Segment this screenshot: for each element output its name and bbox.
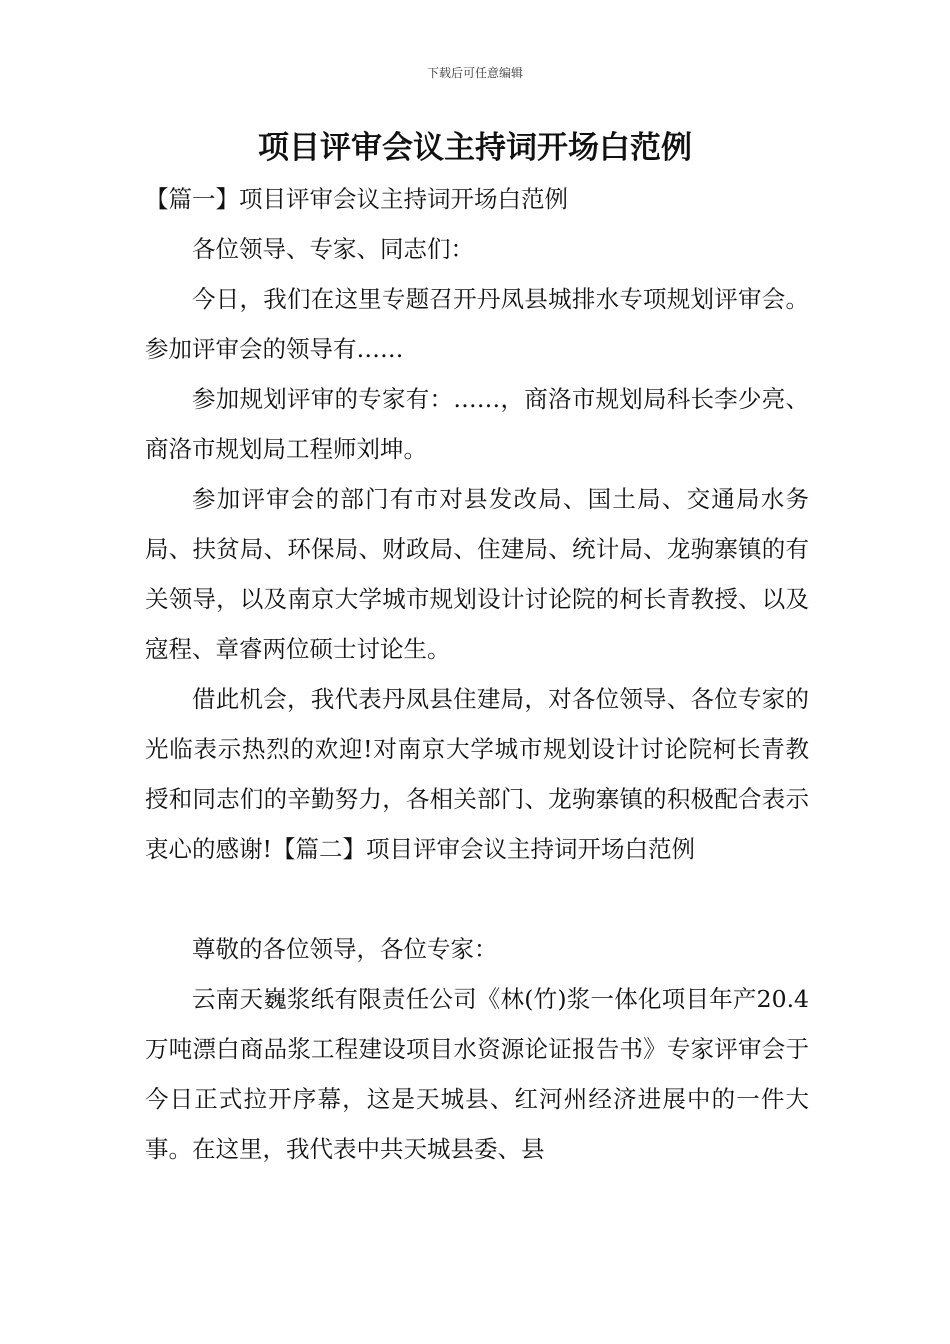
document-title: 项目评审会议主持词开场白范例 xyxy=(258,130,692,166)
section-heading-1: 【篇一】项目评审会议主持词开场白范例 xyxy=(145,185,568,213)
paragraph-salutation-1: 各位领导、专家、同志们： xyxy=(192,235,474,263)
header-note: 下载后可任意编辑 xyxy=(426,66,523,80)
paragraph: 今日，我们在这里专题召开丹凤县城排水专项规划评审会。参加评审会的领导有…… xyxy=(145,285,809,363)
paragraph: 云南天巍浆纸有限责任公司《林(竹)浆一体化项目年产20.4万吨漂白商品浆工程建设项目水资源论证报告书》专家评审会于今日正式拉开序幕，这是天城县、红河州经济进展中的一件大事。在这里，我代表中共天城县委、县 xyxy=(145,985,809,1163)
paragraph: 参加规划评审的专家有：……，商洛市规划局科长李少亮、商洛市规划局工程师刘坤。 xyxy=(145,385,809,463)
blank-line xyxy=(145,874,809,924)
paragraph: 参加评审会的部门有市对县发改局、国土局、交通局水务局、扶贫局、环保局、财政局、住建局、统计局、龙驹寨镇的有关领导，以及南京大学城市规划设计讨论院的柯长青教授、以及寇程、章睿两位硕士讨论生。 xyxy=(145,485,809,663)
document-body xyxy=(145,174,809,1174)
paragraph: 借此机会，我代表丹凤县住建局，对各位领导、各位专家的光临表示热烈的欢迎!对南京大学城市规划设计讨论院柯长青教授和同志们的辛勤努力，各相关部门、龙驹寨镇的积极配合表示衷心的感谢!【篇二】项目评审会议主持词开场白范例 xyxy=(145,685,809,863)
paragraph-salutation-2: 尊敬的各位领导，各位专家： xyxy=(192,935,498,963)
